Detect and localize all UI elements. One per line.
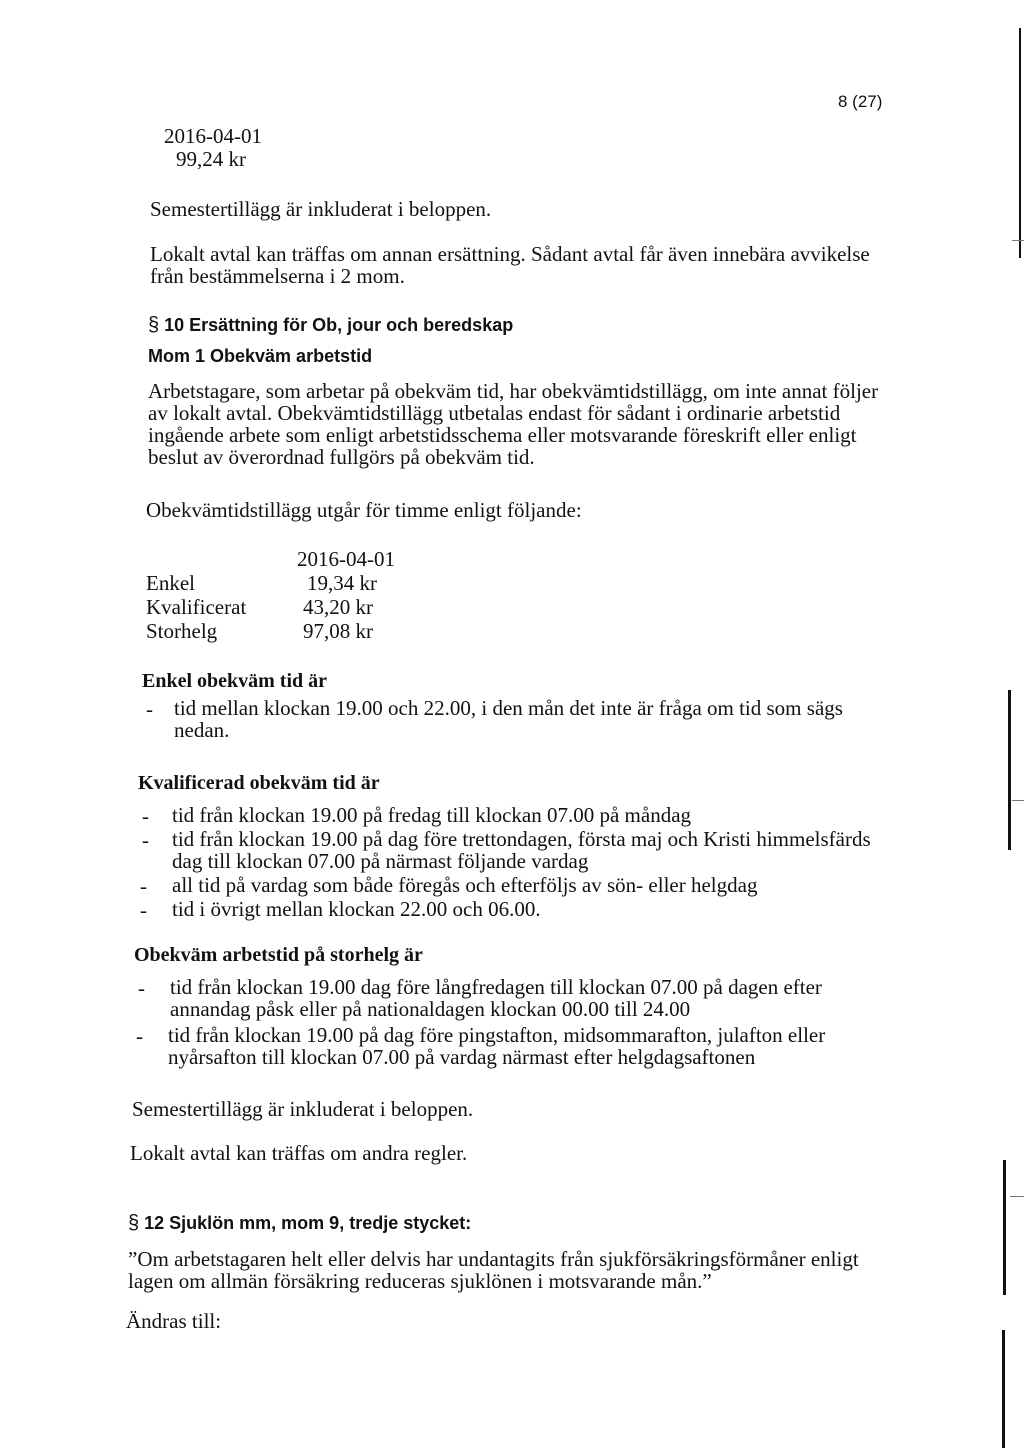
list-dash: - bbox=[140, 874, 147, 898]
list-dash: - bbox=[136, 1024, 143, 1048]
rate-intro: Obekvämtidstillägg utgår för timme enligt följande: bbox=[146, 498, 582, 522]
local-agreement-note-top bbox=[150, 243, 870, 287]
scan-edge-mark bbox=[1010, 1196, 1024, 1197]
mom-1-heading: Mom 1 Obekväm arbetstid bbox=[148, 346, 373, 366]
scan-edge-line bbox=[1002, 1330, 1005, 1448]
list-item-line: tid i övrigt mellan klockan 22.00 och 06.00. bbox=[172, 897, 541, 921]
scan-edge-line bbox=[1008, 690, 1011, 850]
list-item bbox=[172, 898, 541, 920]
section-12-title: 12 Sjuklön mm, mom 9, tredje stycket: bbox=[144, 1213, 472, 1233]
list-item-line: tid från klockan 19.00 dag före långfredagen till klockan 07.00 på dagen efter bbox=[170, 975, 822, 999]
list-dash: - bbox=[142, 804, 149, 828]
list-item-line: tid från klockan 19.00 på fredag till klockan 07.00 på måndag bbox=[172, 803, 692, 827]
list-item-line: all tid på vardag som både föregås och efterföljs av sön- eller helgdag bbox=[172, 873, 758, 897]
section-10-heading bbox=[148, 314, 513, 337]
section-12-heading bbox=[128, 1212, 471, 1235]
rate-value-enkel: 19,34 kr bbox=[307, 571, 377, 595]
local-agreement-note-bottom: Lokalt avtal kan träffas om andra regler. bbox=[130, 1141, 468, 1165]
section-symbol: § bbox=[128, 1212, 140, 1234]
rate-label-kvalificerat: Kvalificerat bbox=[146, 595, 247, 619]
scan-edge-mark bbox=[1012, 240, 1024, 241]
list-item-line: nedan. bbox=[174, 718, 230, 742]
enkel-heading: Enkel obekväm tid är bbox=[142, 670, 328, 692]
section-10-title: 10 Ersättning för Ob, jour och beredskap bbox=[164, 315, 514, 335]
rate-label-enkel: Enkel bbox=[146, 571, 195, 595]
list-item bbox=[172, 804, 691, 826]
page-number: 8 (27) bbox=[838, 92, 883, 111]
list-dash: - bbox=[146, 697, 153, 721]
section-symbol: § bbox=[148, 314, 160, 336]
section-12-quote bbox=[128, 1248, 859, 1292]
list-item-line: annandag påsk eller på nationaldagen klockan 00.00 till 24.00 bbox=[170, 997, 691, 1021]
list-dash: - bbox=[138, 976, 145, 1000]
list-item-line: tid från klockan 19.00 på dag före trettondagen, första maj och Kristi himmelsfärds bbox=[172, 827, 871, 851]
semester-note-top: Semestertillägg är inkluderat i beloppen. bbox=[150, 197, 492, 221]
list-dash: - bbox=[142, 828, 149, 852]
change-label: Ändras till: bbox=[126, 1309, 222, 1333]
local-agreement-line-1: Lokalt avtal kan träffas om annan ersättning. Sådant avtal får även innebära avvikelse bbox=[150, 242, 870, 266]
list-dash: - bbox=[140, 898, 147, 922]
obekvam-paragraph bbox=[148, 380, 878, 468]
scan-edge-line bbox=[1003, 1160, 1006, 1295]
paragraph-line: beslut av överordnad fullgörs på obekväm tid. bbox=[148, 445, 535, 469]
header-amount: 99,24 kr bbox=[176, 147, 246, 171]
list-item-line: tid från klockan 19.00 på dag före pingstafton, midsommarafton, julafton eller bbox=[168, 1023, 826, 1047]
list-item bbox=[172, 874, 757, 896]
scan-edge-mark bbox=[1012, 800, 1024, 801]
paragraph-line: ingående arbete som enligt arbetstidsschema eller motsvarande föreskrift eller enligt bbox=[148, 423, 857, 447]
list-item-line: tid mellan klockan 19.00 och 22.00, i den mån det inte är fråga om tid som sägs bbox=[174, 696, 843, 720]
header-date: 2016-04-01 bbox=[164, 124, 262, 148]
paragraph-line: Arbetstagare, som arbetar på obekväm tid, har obekvämtidstillägg, om inte annat följer bbox=[148, 379, 879, 403]
quote-line: lagen om allmän försäkring reduceras sjuklönen i motsvarande mån.” bbox=[128, 1269, 712, 1293]
list-item-line: nyårsafton till klockan 07.00 på vardag närmast efter helgdagsaftonen bbox=[168, 1045, 756, 1069]
local-agreement-line-2: från bestämmelserna i 2 mom. bbox=[150, 264, 405, 288]
list-item-line: dag till klockan 07.00 på närmast följande vardag bbox=[172, 849, 589, 873]
scan-edge-line bbox=[1019, 28, 1021, 258]
kvalificerad-heading: Kvalificerad obekväm tid är bbox=[138, 772, 380, 794]
rate-value-storhelg: 97,08 kr bbox=[303, 619, 373, 643]
list-item bbox=[168, 1024, 825, 1068]
list-item bbox=[174, 697, 843, 741]
storhelg-heading: Obekväm arbetstid på storhelg är bbox=[134, 944, 423, 966]
quote-line: ”Om arbetstagaren helt eller delvis har undantagits från sjukförsäkringsförmåner enligt bbox=[128, 1247, 859, 1271]
paragraph-line: av lokalt avtal. Obekvämtidstillägg utbetalas endast för sådant i ordinarie arbetstid bbox=[148, 401, 841, 425]
list-item bbox=[170, 976, 822, 1020]
rate-label-storhelg: Storhelg bbox=[146, 619, 218, 643]
semester-note-bottom: Semestertillägg är inkluderat i beloppen. bbox=[132, 1097, 474, 1121]
rate-table-column-header: 2016-04-01 bbox=[297, 547, 395, 571]
list-item bbox=[172, 828, 871, 872]
rate-value-kvalificerat: 43,20 kr bbox=[303, 595, 373, 619]
